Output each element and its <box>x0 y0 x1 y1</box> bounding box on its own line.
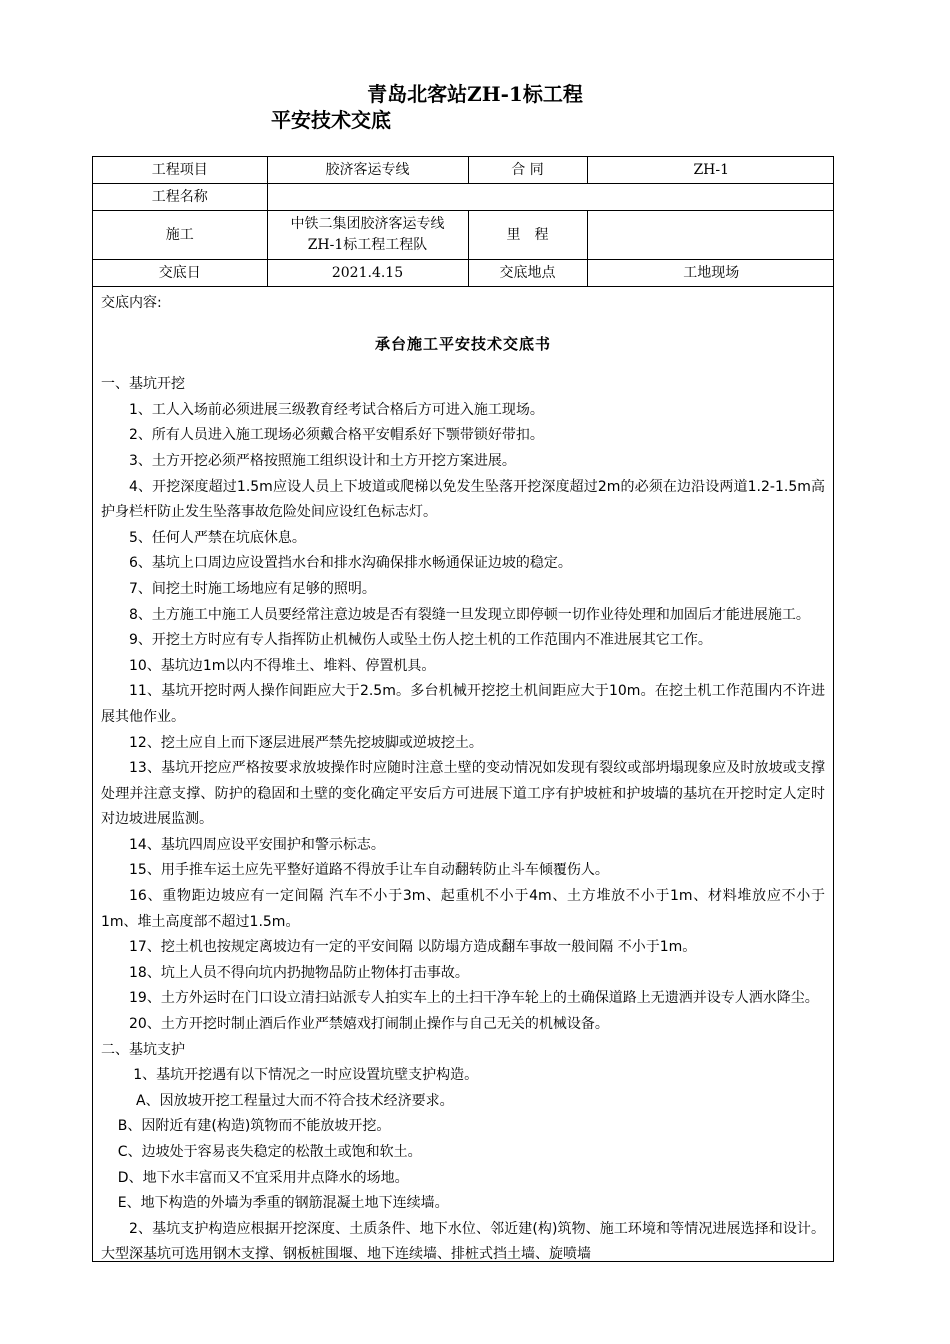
document-frame <box>92 156 834 1262</box>
section2-sub-item: B、因附近有建(构造)筑物而不能放坡开挖。 <box>117 1118 391 1135</box>
section2-sub-item: A、因放坡开挖工程量过大而不符合技术经济要求。 <box>136 1092 454 1109</box>
construction-value-line2: ZH-1标工程工程队 <box>307 237 428 253</box>
name-value <box>267 184 834 211</box>
section2-sub-item: C、边坡处于容易丧失稳定的松散土或饱和软土。 <box>117 1144 422 1160</box>
mileage-label: 里 程 <box>468 211 587 260</box>
section2-sub-list <box>101 1089 825 1217</box>
section1-item: 11、基坑开挖时两人操作间距应大于2.5m。多台机械开挖挖土机间距应大于10m。在挖土机工作范围内不许进展其他作业。 <box>101 683 825 725</box>
section2-sub-item: E、地下构造的外墙为季重的钢筋混凝土地下连续墙。 <box>117 1195 449 1212</box>
section1-item: 12、挖土应自上而下逐层进展严禁先挖坡脚或逆坡挖土。 <box>129 734 483 751</box>
section1-item: 9、开挖土方时应有专人指挥防止机械伤人或坠土伤人挖土机的工作范围内不准进展其它工作。 <box>129 632 712 649</box>
section1-item: 2、所有人员进入施工现场必须戴合格平安帽系好下颚带锁好带扣。 <box>129 427 544 444</box>
section2-item2: 2、基坑支护构造应根据开挖深度、土质条件、地下水位、邻近建(构)筑物、施工环境和等情况进展选择和设计。大型深基坑可选用钢木支撑、钢板桩围堰、地下连续墙、排桩式挡土墙、旋喷墙 <box>101 1220 825 1262</box>
section1-title: 一、基坑开挖 <box>101 376 185 393</box>
project-label: 工程项目 <box>93 157 267 184</box>
info-row-project <box>93 157 834 184</box>
name-label: 工程名称 <box>93 184 267 211</box>
section1-item: 17、挖土机也按规定离坡边有一定的平安间隔 以防塌方造成翻车事故一般间隔 不小于1m。 <box>129 939 697 956</box>
section2-sub-item: D、地下水丰富而又不宜采用井点降水的场地。 <box>117 1169 409 1186</box>
document-title: 青岛北客站ZH-1标工程 <box>367 82 583 106</box>
date-label: 交底日 <box>93 260 267 287</box>
construction-value-line1: 中铁二集团胶济客运专线 <box>290 216 445 232</box>
info-row-name <box>93 184 834 211</box>
location-value: 工地现场 <box>587 260 834 287</box>
section1-item: 6、基坑上口周边应设置挡水台和排水沟确保排水畅通保证边坡的稳定。 <box>129 555 572 572</box>
section1-item: 1、工人入场前必须进展三级教育经考试合格后方可进入施工现场。 <box>129 401 544 418</box>
section1-item: 13、基坑开挖应严格按要求放坡操作时应随时注意土壁的变动情况如发现有裂纹或部坍塌现象应及时放坡或支撑处理并注意支撑、防护的稳固和土壁的变化确定平安后方可进展下道工序有护坡桩和护坡墙的基坑在开挖时定人定时对边坡进展监测。 <box>101 760 825 828</box>
section1-item: 18、坑上人员不得向坑内扔抛物品防止物体打击事故。 <box>129 964 469 981</box>
section1-item: 16、重物距边坡应有一定间隔 汽车不小于3m、起重机不小于4m、土方堆放不小于1m、材料堆放应不小于1m、堆土高度部不超过1.5m。 <box>101 888 825 930</box>
intro-label: 交底内容: <box>101 295 162 311</box>
info-row-construction <box>93 211 834 260</box>
project-value: 胶济客运专线 <box>267 157 468 184</box>
section1-item: 14、基坑四周应设平安围护和警示标志。 <box>129 836 385 853</box>
section1-item: 3、土方开挖必须严格按照施工组织设计和土方开挖方案进展。 <box>129 452 516 469</box>
construction-label: 施工 <box>93 211 267 260</box>
document-subtitle: 平安技术交底 <box>271 108 391 132</box>
section1-item: 10、基坑边1m以内不得堆土、堆料、停置机具。 <box>129 657 436 674</box>
section2-title: 二、基坑支护 <box>101 1041 185 1058</box>
section1-item: 19、土方外运时在门口设立清扫站派专人拍实车上的土扫干净车轮上的土确保道路上无遗洒并设专人洒水降尘。 <box>129 990 819 1007</box>
disclosure-content <box>93 287 833 1262</box>
section1-item: 8、土方施工中施工人员要经常注意边坡是否有裂缝一旦发现立即停顿一切作业待处理和加固后才能进展施工。 <box>129 606 810 623</box>
location-label: 交底地点 <box>468 260 587 287</box>
date-value: 2021.4.15 <box>267 260 468 287</box>
section1-item: 15、用手推车运土应先平整好道路不得放手让车自动翻转防止斗车倾覆伤人。 <box>129 862 609 879</box>
section1-list <box>101 398 825 1038</box>
section2-item1: 1、基坑开挖遇有以下情况之一时应设置坑壁支护构造。 <box>133 1067 479 1084</box>
contract-value: ZH-1 <box>587 157 834 184</box>
section1-item: 5、任何人严禁在坑底休息。 <box>129 529 306 546</box>
info-table <box>93 157 834 287</box>
mileage-value <box>587 211 834 260</box>
section1-item: 20、土方开挖时制止酒后作业严禁嬉戏打闹制止操作与自己无关的机械设备。 <box>129 1016 609 1033</box>
disclosure-title: 承台施工平安技术交底书 <box>374 334 551 353</box>
contract-label: 合 同 <box>468 157 587 184</box>
construction-value <box>267 211 468 260</box>
section1-item: 7、间挖土时施工场地应有足够的照明。 <box>129 580 376 597</box>
section1-item: 4、开挖深度超过1.5m应设人员上下坡道或爬梯以免发生坠落开挖深度超过2m的必须在边沿设两道1.2-1.5m高护身栏杆防止发生坠落事故危险处间应设红色标志灯。 <box>101 478 825 521</box>
info-row-date <box>93 260 834 287</box>
